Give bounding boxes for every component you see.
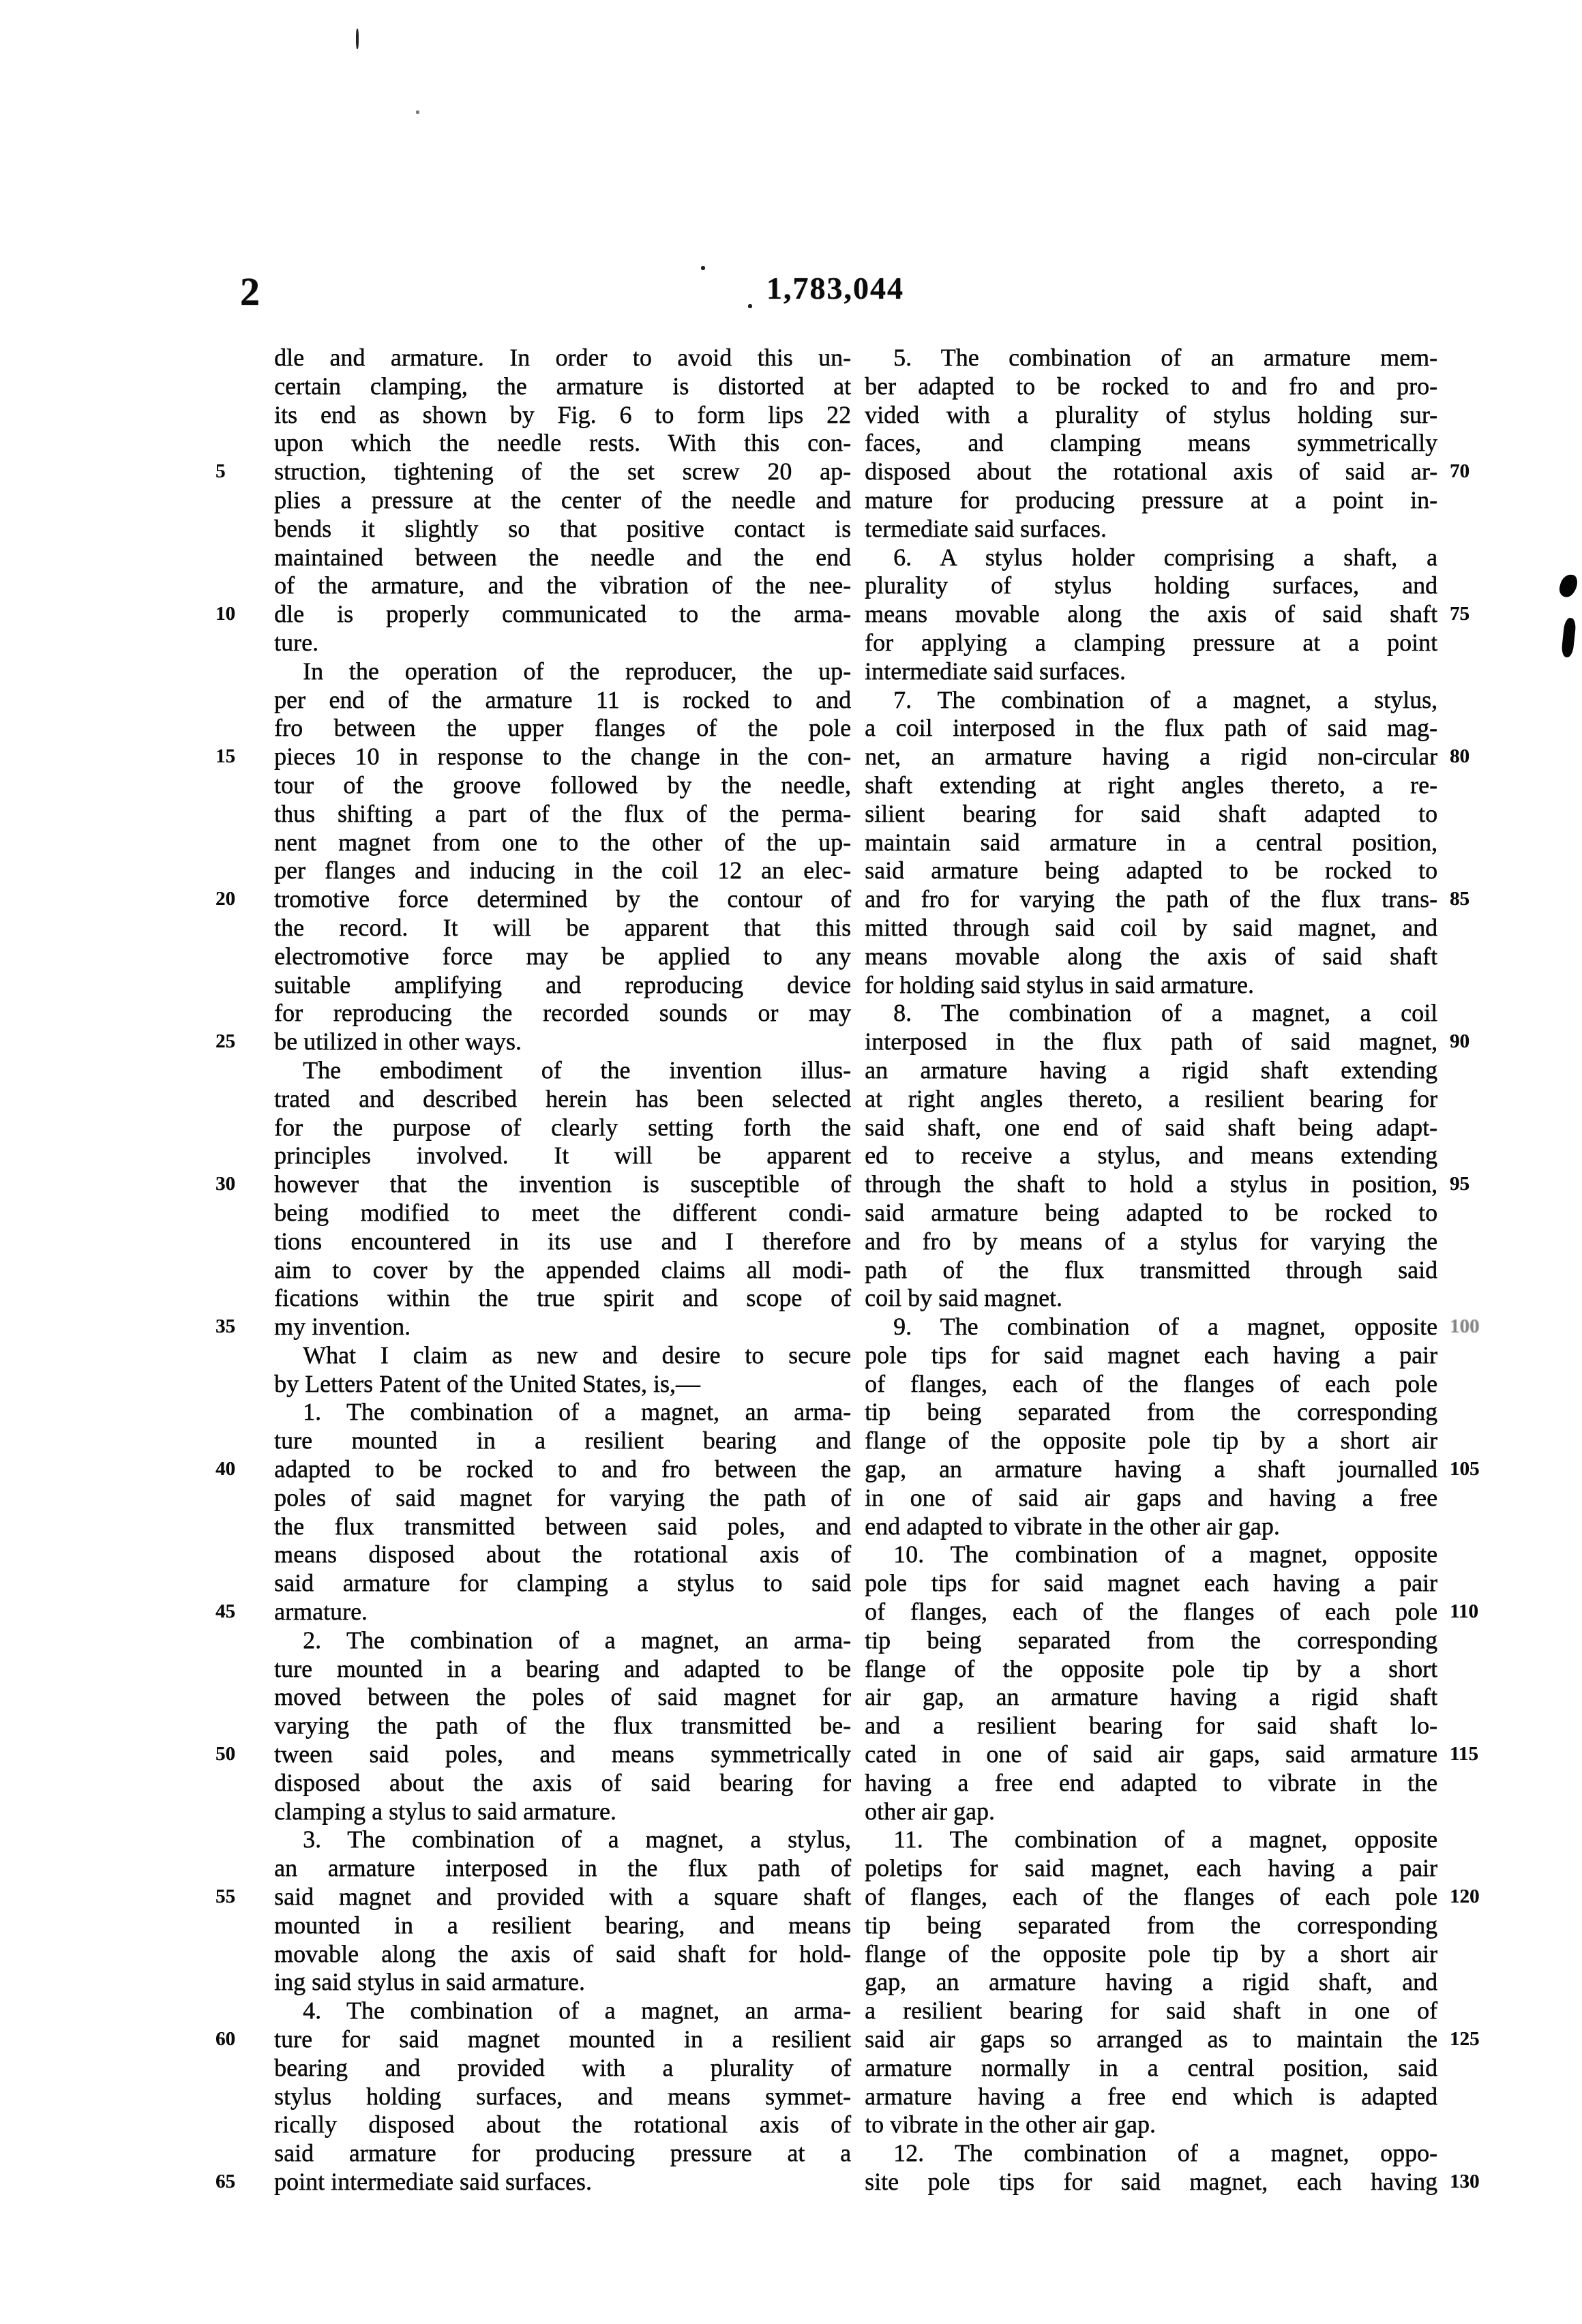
text-line [865, 1740, 1478, 1769]
text-line [274, 372, 851, 401]
line-text: principles involved. It will be apparent [274, 1142, 851, 1170]
line-text: 12. The combination of a magnet, oppo- [893, 2139, 1437, 2167]
text-line [865, 914, 1437, 942]
scan-speck [748, 304, 752, 308]
text-line [865, 771, 1437, 800]
text-line [865, 714, 1437, 743]
line-text: adapted to be rocked to and fro between the [274, 1455, 851, 1483]
line-text: through the shaft to hold a stylus in position, [865, 1170, 1437, 1198]
text-line [274, 914, 851, 942]
text-line [865, 1028, 1469, 1056]
text-line [274, 486, 851, 515]
text-line [865, 1199, 1437, 1227]
text-line [865, 1683, 1437, 1712]
line-text: disposed about the axis of said bearing for [274, 1768, 851, 1796]
text-line [865, 1569, 1437, 1598]
margin-line-number: 45 [215, 1600, 235, 1623]
text-line [865, 486, 1437, 515]
line-text: 11. The combination of a magnet, opposite [893, 1826, 1437, 1853]
text-line [274, 686, 851, 715]
margin-line-number: 105 [1450, 1458, 1480, 1480]
ink-smudge [1557, 573, 1579, 599]
text-line [274, 657, 851, 686]
line-text: of flanges, each of the flanges of each pole [865, 1369, 1437, 1397]
text-line [865, 372, 1437, 401]
text-line [865, 1712, 1437, 1740]
text-line [865, 401, 1437, 430]
line-text: In the operation of the reproducer, the up- [303, 657, 851, 685]
margin-line-number: 95 [1450, 1173, 1469, 1195]
text-line [865, 1997, 1437, 2025]
line-text: 2. The combination of a magnet, an arma- [303, 1626, 851, 1654]
text-line [274, 1569, 851, 1598]
text-line [274, 714, 851, 743]
line-text: dle and armature. In order to avoid this un- [274, 344, 851, 371]
text-line [215, 600, 851, 629]
text-line [274, 2083, 851, 2111]
line-text: bearing and provided with a plurality of [274, 2053, 851, 2081]
margin-line-number: 75 [1450, 603, 1469, 625]
line-text: and fro by means of a stylus for varying the [865, 1227, 1437, 1255]
text-line [865, 1968, 1437, 1997]
text-line [865, 1598, 1478, 1626]
line-text: 1. The combination of a magnet, an arma- [303, 1398, 851, 1426]
text-line [865, 1540, 1437, 1569]
line-text: tions encountered in its use and I therefore [274, 1227, 851, 1255]
text-line [215, 1598, 851, 1626]
text-line [274, 1854, 851, 1883]
text-line [274, 771, 851, 800]
text-line [865, 1284, 1437, 1313]
text-line [865, 1769, 1437, 1798]
text-line [274, 344, 851, 372]
line-text: of the armature, and the vibration of the nee- [274, 571, 851, 599]
line-text: end adapted to vibrate in the other air gap. [865, 1512, 1280, 1540]
line-text: flange of the opposite pole tip by a short air [865, 1939, 1437, 1967]
line-text: armature. [274, 1598, 368, 1626]
line-text: being modified to meet the different condi- [274, 1198, 851, 1226]
text-line [865, 458, 1469, 486]
text-line [865, 1854, 1437, 1883]
ink-smudge [1561, 617, 1577, 657]
text-line [865, 2139, 1437, 2168]
line-text: for holding said stylus in said armature. [865, 970, 1254, 998]
line-text: 10. The combination of a magnet, opposite [893, 1540, 1437, 1568]
line-text: 7. The combination of a magnet, a stylus, [893, 685, 1437, 713]
margin-line-number: 50 [215, 1743, 235, 1766]
line-text: air gap, an armature having a rigid shaft [865, 1683, 1437, 1711]
text-line [215, 885, 851, 914]
patent-number: 1,783,044 [766, 271, 904, 306]
line-text: certain clamping, the armature is distorted at [274, 372, 851, 400]
line-text: tip being separated from the corresponding [865, 1626, 1437, 1654]
line-text: The embodiment of the invention illus- [303, 1056, 851, 1084]
margin-line-number: 35 [215, 1315, 235, 1338]
text-line [274, 1256, 851, 1285]
text-line [215, 1313, 851, 1341]
line-text: ture for said magnet mounted in a resilient [274, 2025, 851, 2053]
line-text: means disposed about the rotational axis of [274, 1540, 851, 1568]
line-text: 6. A stylus holder comprising a shaft, a [893, 543, 1437, 571]
margin-line-number: 100 [1450, 1315, 1480, 1338]
line-text: coil by said magnet. [865, 1284, 1062, 1312]
text-line [865, 1826, 1437, 1854]
line-text: 5. The combination of an armature mem- [893, 344, 1437, 371]
line-text: however that the invention is susceptible of [274, 1170, 851, 1198]
line-text: shaft extending at right angles thereto, a re- [865, 771, 1437, 799]
line-text: mitted through said coil by said magnet, and [865, 913, 1437, 941]
margin-line-number: 20 [215, 888, 235, 910]
text-line [215, 2168, 851, 2196]
line-text: the flux transmitted between said poles, and [274, 1512, 851, 1540]
line-text: interposed in the flux path of said magnet, [865, 1028, 1437, 1056]
text-line [274, 1826, 851, 1854]
text-line [865, 1256, 1437, 1285]
text-line [274, 829, 851, 857]
margin-line-number: 55 [215, 1886, 235, 1908]
text-line [274, 429, 851, 458]
scan-speck [701, 266, 705, 270]
text-line [274, 1798, 851, 1826]
page-number: 2 [240, 269, 261, 314]
line-text: plurality of stylus holding surfaces, and [865, 571, 1437, 599]
text-line [865, 1398, 1437, 1427]
text-line [274, 1199, 851, 1227]
line-text: said magnet and provided with a square shaft [274, 1883, 851, 1911]
text-line [865, 1227, 1437, 1256]
line-text: said armature for clamping a stylus to said [274, 1569, 851, 1597]
text-line [274, 1911, 851, 1940]
text-line [865, 571, 1437, 600]
line-text: my invention. [274, 1313, 411, 1341]
text-line [215, 1028, 851, 1056]
text-line [865, 1056, 1437, 1085]
line-text: plies a pressure at the center of the needle and [274, 486, 851, 513]
text-line [274, 942, 851, 971]
line-text: poletips for said magnet, each having a pair [865, 1854, 1437, 1882]
line-text: and fro for varying the path of the flux trans- [865, 885, 1437, 913]
line-text: fro between the upper flanges of the pole [274, 714, 851, 742]
line-text: poles of said magnet for varying the path of [274, 1483, 851, 1511]
line-text: intermediate said surfaces. [865, 657, 1126, 685]
text-line [865, 429, 1437, 458]
text-line [865, 971, 1437, 1000]
line-text: silient bearing for said shaft adapted to [865, 799, 1437, 827]
line-text: maintain said armature in a central position, [865, 828, 1437, 856]
line-text: 9. The combination of a magnet, opposite [893, 1313, 1437, 1341]
line-text: thus shifting a part of the flux of the perma- [274, 799, 851, 827]
line-text: maintained between the needle and the end [274, 543, 851, 571]
text-line [274, 1427, 851, 1455]
text-line [274, 1997, 851, 2025]
text-line [865, 856, 1437, 885]
margin-line-number: 5 [215, 460, 226, 483]
text-line [865, 1370, 1437, 1399]
line-text: of flanges, each of the flanges of each pole [865, 1883, 1437, 1911]
line-text: movable along the axis of said shaft for hold- [274, 1939, 851, 1967]
margin-line-number: 125 [1450, 2028, 1480, 2051]
text-line [274, 629, 851, 657]
margin-line-number: 60 [215, 2028, 235, 2051]
margin-line-number: 65 [215, 2171, 235, 2192]
line-text: at right angles thereto, a resilient bearing for [865, 1084, 1437, 1112]
text-line [274, 1370, 851, 1399]
text-line [865, 1085, 1437, 1114]
line-text: an armature having a rigid shaft extending [865, 1056, 1437, 1084]
text-line [865, 1170, 1469, 1199]
line-text: said air gaps so arranged as to maintain the [865, 2025, 1437, 2053]
column-right [865, 344, 1480, 2196]
text-line [274, 1968, 851, 1997]
text-line [865, 1513, 1437, 1541]
margin-line-number: 15 [215, 745, 235, 768]
text-line [215, 743, 851, 771]
text-line [215, 2025, 851, 2054]
line-text: its end as shown by Fig. 6 to form lips 22 [274, 400, 851, 428]
line-text: varying the path of the flux transmitted be- [274, 1712, 851, 1740]
line-text: termediate said surfaces. [865, 514, 1107, 542]
line-text: ed to receive a stylus, and means extending [865, 1142, 1437, 1170]
line-text: pieces 10 in response to the change in the con- [274, 743, 851, 771]
text-line [274, 1398, 851, 1427]
line-text: per end of the armature 11 is rocked to and [274, 685, 851, 713]
line-text: cated in one of said air gaps, said armature [865, 1740, 1437, 1768]
text-line [274, 1227, 851, 1256]
line-text: said shaft, one end of said shaft being adapt- [865, 1113, 1437, 1141]
line-text: 3. The combination of a magnet, a stylus, [303, 1826, 851, 1853]
text-line [865, 1940, 1437, 1969]
text-line [865, 2168, 1480, 2196]
line-text: mature for producing pressure at a point in- [865, 486, 1437, 513]
line-text: for reproducing the recorded sounds or may [274, 999, 851, 1027]
text-line [215, 1883, 851, 1911]
text-line [274, 1683, 851, 1712]
text-line [865, 2054, 1437, 2083]
line-text: tip being separated from the corresponding [865, 1911, 1437, 1939]
text-line [865, 1655, 1437, 1684]
text-line [865, 885, 1469, 914]
text-line [274, 1484, 851, 1513]
text-line [865, 1484, 1437, 1513]
text-line [865, 344, 1437, 372]
line-text: by Letters Patent of the United States, is,— [274, 1369, 700, 1397]
margin-line-number: 70 [1450, 460, 1469, 483]
text-line [865, 629, 1437, 657]
text-line [274, 2111, 851, 2139]
text-line [274, 856, 851, 885]
text-line [274, 1341, 851, 1370]
line-text: tromotive force determined by the contour of [274, 885, 851, 913]
margin-line-number: 30 [215, 1173, 235, 1195]
line-text: for applying a clamping pressure at a point [865, 628, 1437, 656]
line-text: ber adapted to be rocked to and fro and pro- [865, 372, 1437, 400]
line-text: said armature being adapted to be rocked to [865, 856, 1437, 884]
line-text: flange of the opposite pole tip by a short [865, 1654, 1437, 1682]
line-text: tween said poles, and means symmetrically [274, 1740, 851, 1768]
text-line [865, 2111, 1437, 2139]
line-text: a coil interposed in the flux path of said mag- [865, 714, 1437, 742]
margin-line-number: 110 [1450, 1600, 1478, 1623]
text-line [274, 1056, 851, 1085]
line-text: path of the flux transmitted through said [865, 1255, 1437, 1283]
text-line [274, 1655, 851, 1684]
margin-line-number: 130 [1450, 2171, 1480, 2192]
text-line [274, 1940, 851, 1969]
line-text: an armature interposed in the flux path of [274, 1854, 851, 1882]
text-line [865, 600, 1469, 629]
line-text: vided with a plurality of stylus holding sur- [865, 400, 1437, 428]
text-line [865, 1114, 1437, 1142]
margin-line-number: 10 [215, 603, 235, 625]
line-text: faces, and clamping means symmetrically [865, 429, 1437, 457]
line-text: rically disposed about the rotational axis of [274, 2111, 851, 2139]
text-line [865, 1341, 1437, 1370]
text-line [865, 1313, 1480, 1341]
line-text: ture mounted in a resilient bearing and [274, 1427, 851, 1455]
line-text: fications within the true spirit and scope of [274, 1284, 851, 1312]
text-line [865, 543, 1437, 572]
text-line [865, 1911, 1437, 1940]
line-text: bends it slightly so that positive contact is [274, 514, 851, 542]
text-line [865, 1626, 1437, 1655]
margin-line-number: 90 [1450, 1030, 1469, 1053]
text-line [274, 1284, 851, 1313]
line-text: of flanges, each of the flanges of each pole [865, 1598, 1437, 1626]
line-text: means movable along the axis of said shaft [865, 942, 1437, 970]
line-text: a resilient bearing for said shaft in one of [865, 1997, 1437, 2025]
line-text: moved between the poles of said magnet for [274, 1683, 851, 1711]
line-text: mounted in a resilient bearing, and means [274, 1911, 851, 1939]
text-line [274, 1085, 851, 1114]
line-text: other air gap. [865, 1797, 995, 1825]
text-line [865, 800, 1437, 829]
text-line [865, 829, 1437, 857]
line-text: point intermediate said surfaces. [274, 2168, 592, 2195]
text-line [865, 999, 1437, 1028]
column-left [215, 344, 851, 2196]
text-line [274, 401, 851, 430]
text-line [865, 1798, 1437, 1826]
text-line [274, 1142, 851, 1170]
text-line [865, 2083, 1437, 2111]
line-text: pole tips for said magnet each having a pair [865, 1341, 1437, 1369]
text-line [274, 1114, 851, 1142]
text-line [274, 971, 851, 1000]
line-text: and a resilient bearing for said shaft lo- [865, 1712, 1437, 1740]
text-line [274, 1540, 851, 1569]
line-text: per flanges and inducing in the coil 12 an elec- [274, 856, 851, 884]
text-line [215, 1740, 851, 1769]
line-text: dle is properly communicated to the arma- [274, 600, 851, 628]
line-text: pole tips for said magnet each having a pair [865, 1569, 1437, 1597]
line-text: site pole tips for said magnet, each having [865, 2168, 1437, 2195]
margin-line-number: 25 [215, 1030, 235, 1053]
line-text: flange of the opposite pole tip by a short air [865, 1427, 1437, 1455]
text-line [274, 1769, 851, 1798]
text-line [215, 458, 851, 486]
text-line [274, 800, 851, 829]
text-line [865, 1427, 1437, 1455]
line-text: upon which the needle rests. With this con- [274, 429, 851, 457]
line-text: nent magnet from one to the other of the up- [274, 828, 851, 856]
line-text: suitable amplifying and reproducing device [274, 970, 851, 998]
line-text: electromotive force may be applied to any [274, 942, 851, 970]
line-text: 4. The combination of a magnet, an arma- [303, 1997, 851, 2025]
line-text: said armature being adapted to be rocked to [865, 1198, 1437, 1226]
text-line [274, 543, 851, 572]
text-line [274, 2054, 851, 2083]
text-line [215, 1455, 851, 1484]
margin-line-number: 40 [215, 1458, 235, 1480]
text-line [274, 2139, 851, 2168]
text-line [865, 657, 1437, 686]
line-text: ing said stylus in said armature. [274, 1968, 585, 1996]
text-line [274, 1513, 851, 1541]
text-line [274, 571, 851, 600]
line-text: to vibrate in the other air gap. [865, 2111, 1156, 2139]
text-line [865, 1455, 1480, 1484]
margin-line-number: 85 [1450, 888, 1469, 910]
line-text: struction, tightening of the set screw 20 ap- [274, 458, 851, 486]
text-line [274, 1626, 851, 1655]
text-line [215, 1170, 851, 1199]
line-text: ture mounted in a bearing and adapted to be [274, 1654, 851, 1682]
text-line [865, 743, 1469, 771]
line-text: net, an armature having a rigid non-circular [865, 743, 1437, 771]
line-text: gap, an armature having a rigid shaft, and [865, 1968, 1437, 1996]
text-line [865, 1883, 1480, 1911]
line-text: in one of said air gaps and having a free [865, 1483, 1437, 1511]
line-text: disposed about the rotational axis of said ar- [865, 458, 1437, 486]
text-line [865, 2025, 1480, 2054]
line-text: armature having a free end which is adapted [865, 2082, 1437, 2110]
line-text: means movable along the axis of said shaft [865, 600, 1437, 628]
text-line [274, 999, 851, 1028]
line-text: the record. It will be apparent that this [274, 913, 851, 941]
line-text: What I claim as new and desire to secure [303, 1341, 851, 1369]
line-text: clamping a stylus to said armature. [274, 1797, 616, 1825]
line-text: ture. [274, 628, 318, 656]
line-text: having a free end adapted to vibrate in the [865, 1768, 1437, 1796]
line-text: 8. The combination of a magnet, a coil [893, 999, 1437, 1027]
line-text: said armature for producing pressure at a [274, 2139, 851, 2167]
line-text: tip being separated from the corresponding [865, 1398, 1437, 1426]
line-text: stylus holding surfaces, and means symmet- [274, 2082, 851, 2110]
margin-line-number: 80 [1450, 745, 1469, 768]
line-text: trated and described herein has been selected [274, 1084, 851, 1112]
scan-speck [356, 29, 359, 49]
text-line [274, 1712, 851, 1740]
line-text: aim to cover by the appended claims all modi- [274, 1255, 851, 1283]
line-text: tour of the groove followed by the needle, [274, 771, 851, 799]
text-line [865, 942, 1437, 971]
line-text: gap, an armature having a shaft journalled [865, 1455, 1437, 1483]
margin-line-number: 120 [1450, 1886, 1480, 1908]
scan-speck [416, 110, 419, 114]
margin-line-number: 115 [1450, 1743, 1478, 1766]
line-text: be utilized in other ways. [274, 1028, 522, 1056]
text-line [865, 686, 1437, 715]
line-text: armature normally in a central position, said [865, 2053, 1437, 2081]
line-text: for the purpose of clearly setting forth the [274, 1113, 851, 1141]
text-line [274, 515, 851, 543]
text-line [865, 1142, 1437, 1170]
text-line [865, 515, 1437, 543]
